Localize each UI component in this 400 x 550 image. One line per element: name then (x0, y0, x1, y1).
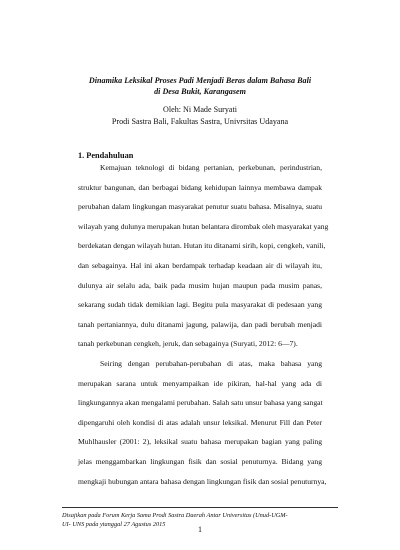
paragraph-line: tanah pertaniannya, dulu ditanami jagung, palawija, dan padi berubah menjadi (78, 319, 322, 329)
paragraph-1 (78, 158, 329, 354)
author-affiliation: Prodi Sastra Bali, Fakultas Sastra, Univrsitas Udayana (111, 117, 289, 126)
footnote-line-1: Disajikan pada Forum Kerja Sama Prodi Sastra Daerah Antar Universitas (Unud-UGM- (62, 512, 288, 519)
author-block (0, 104, 400, 128)
paragraph-line: lingkungannya akan mengalami perubahan. Salah satu unsur bahasa yang sangat (78, 398, 323, 408)
footnote-line-2: UI- UNS pada ytanggal 27 Agustus 2015 (62, 521, 166, 529)
paragraph-line: tanah perkebunan cengkeh, jeruk, dan sebagainya (Suryati, 2012: 6—7). (78, 339, 298, 349)
page-number: 1 (198, 525, 202, 534)
author-name: Oleh: Ni Made Suryati (163, 105, 237, 114)
section-heading: 1. Pendahuluan (78, 151, 134, 160)
title-line-1: Dinamika Leksikal Proses Padi Menjadi Beras dalam Bahasa Bali (88, 76, 312, 85)
paragraph-line: dan sebagainya. Hal ini akan berdampak terhadap keadaan air di wilayah itu, (78, 260, 322, 270)
paragraph-line: dipengaruhi oleh kondisi di atas adalah unsur leksikal. Menurut Fill dan Peter (78, 417, 322, 427)
paper-title (0, 76, 400, 97)
paragraph-line: jelas menggambarkan lingkungan fisik dan sosial penuturnya. Bidang yang (78, 456, 322, 466)
paragraph-line: struktur bangunan, dan berbagai bidang kehidupan lainnya membawa dampak (78, 182, 322, 192)
paragraph-line: dulunya air selalu ada, baik pada musim hujan maupun pada musim panas, (78, 280, 322, 290)
paragraph-line: sekarang sudah tidak demikian lagi. Begitu pula masyarakat di pedesaan yang (78, 300, 322, 310)
paragraph-line: Muhlhausler (2001: 2), leksikal suatu bahasa merupakan bagian yang paling (78, 437, 322, 447)
paragraph-line: Kemajuan teknologi di bidang pertanian, perkebunan, perindustrian, (100, 163, 322, 172)
paragraph-line: perubahan dalam lingkungan masyarakat penutur suatu bahasa. Misalnya, suatu (78, 202, 322, 212)
paragraph-line: berdekatan dengan wilayah hutan. Hutan itu ditanami sirih, kopi, cengkeh, vanili, (78, 241, 326, 251)
paragraph-line: wilayah yang dulunya merupakan hutan belantara dirombak oleh masyarakat yang (78, 221, 329, 231)
footnote-divider (62, 507, 338, 508)
paragraph-line: merupakan sarana untuk menyampaikan ide pikiran, hal-hal yang ada di (78, 378, 322, 388)
title-line-2: di Desa Bukit, Karangasem (154, 86, 246, 96)
paragraph-line: Seiring dengan perubahan-perubahan di atas, maka bahasa yang (100, 359, 322, 368)
paragraph-2 (78, 354, 327, 491)
paragraph-line: mengkaji hubungan antara bahasa dengan lingkungan fisik dan sosial penuturnya, (78, 476, 327, 486)
